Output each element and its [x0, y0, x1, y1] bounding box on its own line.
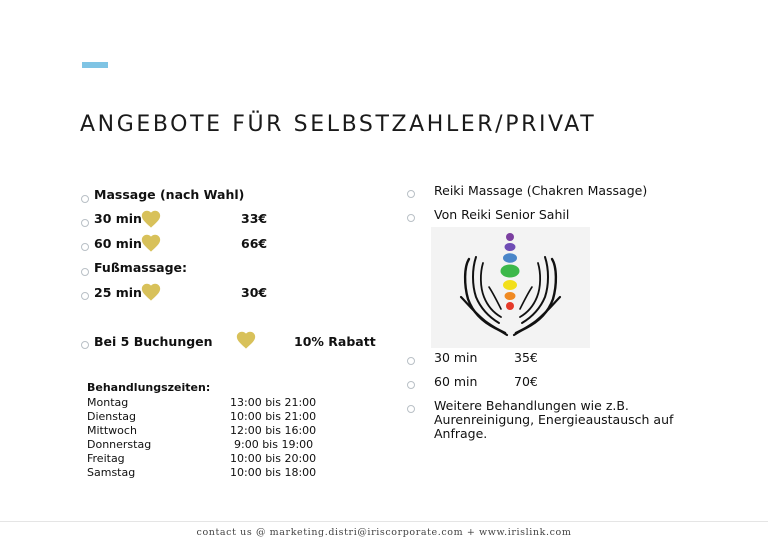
- bookings-discount: 10% Rabatt: [294, 334, 376, 349]
- reiki-30-price: 35€: [514, 350, 538, 365]
- gold-heart-icon: [140, 281, 162, 303]
- bookings-label: Bei 5 Buchungen: [94, 334, 213, 349]
- massage-label: Massage (nach Wahl): [94, 187, 245, 202]
- chakra-sacral-dot: [505, 292, 516, 300]
- chakra-root-dot: [506, 302, 514, 310]
- hours-time: 10:00 bis 20:00: [230, 452, 317, 465]
- reiki-label: Reiki Massage (Chakren Massage): [434, 183, 648, 198]
- circle-bullet-icon: [407, 190, 415, 198]
- hours-time: 13:00 bis 21:00: [230, 396, 317, 409]
- chakra-solar-dot: [503, 280, 517, 290]
- hours-day: Montag: [87, 396, 129, 409]
- hours-day: Dienstag: [87, 410, 137, 423]
- hours-title: Behandlungszeiten:: [87, 381, 211, 394]
- further-line-1: Weitere Behandlungen wie z.B.: [434, 398, 629, 413]
- gold-heart-icon: [140, 232, 162, 254]
- circle-bullet-icon: [407, 381, 415, 389]
- page-title: ANGEBOTE FÜR SELBSTZAHLER/PRIVAT: [80, 112, 597, 137]
- massage-60-label: 60 min: [94, 236, 142, 251]
- hours-day: Mittwoch: [87, 424, 137, 437]
- circle-bullet-icon: [81, 292, 89, 300]
- chakra-hands-image: [431, 227, 590, 348]
- circle-bullet-icon: [81, 219, 89, 227]
- chakra-throat-dot: [503, 253, 517, 263]
- reiki-60-label: 60 min: [434, 374, 478, 389]
- massage-30-label: 30 min: [94, 211, 142, 226]
- circle-bullet-icon: [81, 268, 89, 276]
- hours-time: 10:00 bis 21:00: [230, 410, 317, 423]
- circle-bullet-icon: [81, 243, 89, 251]
- chakra-hands-illustration: [431, 227, 590, 348]
- reiki-30-label: 30 min: [434, 350, 478, 365]
- massage-60-price: 66€: [241, 236, 268, 251]
- footer-divider: [0, 521, 768, 522]
- further-line-2: Aurenreinigung, Energieaustausch auf: [434, 412, 674, 427]
- massage-30-price: 33€: [241, 211, 268, 226]
- hours-time: 12:00 bis 16:00: [230, 424, 317, 437]
- circle-bullet-icon: [407, 405, 415, 413]
- hours-day: Samstag: [87, 466, 136, 479]
- hours-day: Freitag: [87, 452, 125, 465]
- further-line-3: Anfrage.: [434, 426, 488, 441]
- gold-heart-icon: [140, 208, 162, 230]
- chakra-heart-dot: [501, 265, 520, 278]
- circle-bullet-icon: [407, 357, 415, 365]
- hours-time: 9:00 bis 19:00: [234, 438, 314, 451]
- foot-massage-label: Fußmassage:: [94, 260, 188, 275]
- hours-day: Donnerstag: [87, 438, 152, 451]
- foot-25-price: 30€: [241, 285, 268, 300]
- foot-25-label: 25 min: [94, 285, 142, 300]
- circle-bullet-icon: [81, 341, 89, 349]
- circle-bullet-icon: [407, 214, 415, 222]
- footer-contact: contact us @ marketing.distri@iriscorporate.com + www.irislink.com: [196, 527, 572, 538]
- gold-heart-icon: [235, 329, 257, 351]
- accent-bar: [82, 62, 108, 68]
- reiki-senior-label: Von Reiki Senior Sahil: [434, 207, 570, 222]
- hours-time: 10:00 bis 18:00: [230, 466, 317, 479]
- chakra-crown-dot: [506, 233, 514, 241]
- circle-bullet-icon: [81, 195, 89, 203]
- reiki-60-price: 70€: [514, 374, 538, 389]
- chakra-third-eye-dot: [505, 243, 516, 251]
